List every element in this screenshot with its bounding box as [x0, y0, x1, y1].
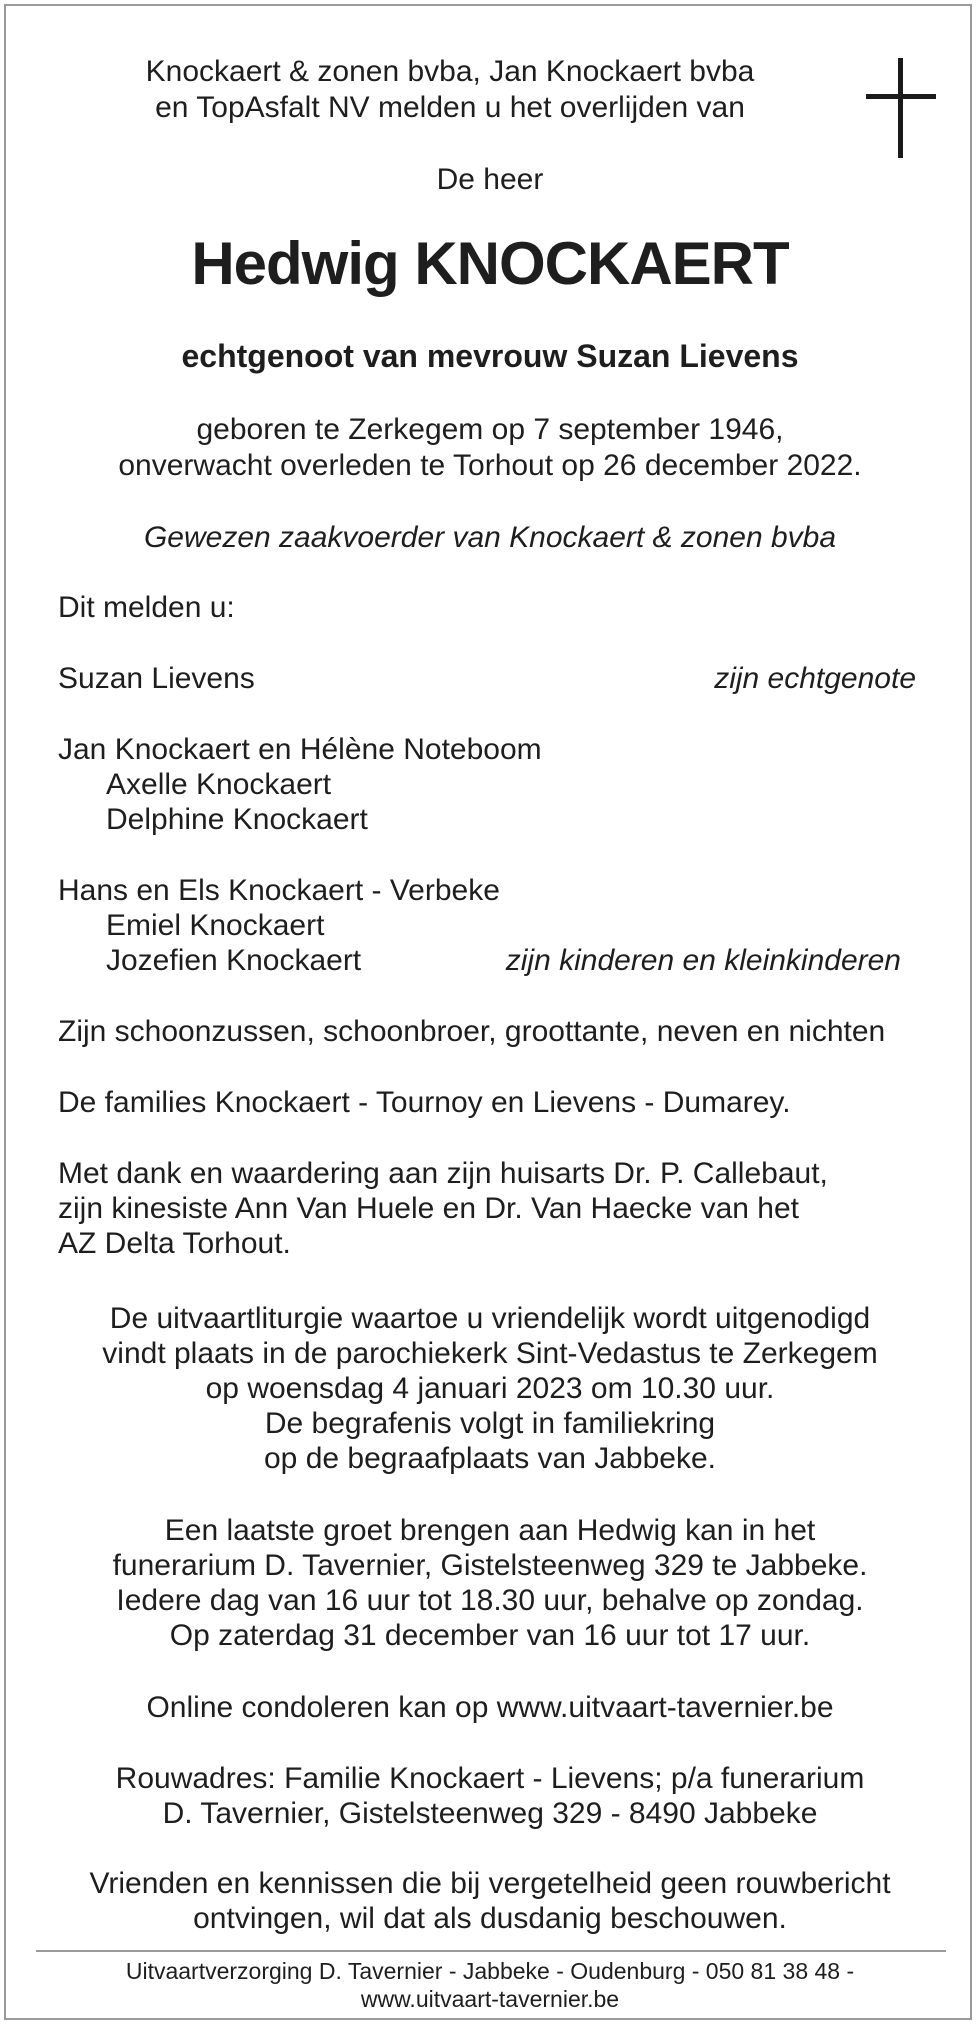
announcer-line-1: Knockaert & zonen bvba, Jan Knockaert bvba [145, 55, 755, 88]
condolence-line: Online condoleren kan op www.uitvaart-tavernier.be [146, 1691, 834, 1724]
death-line: onverwacht overleden te Torhout op 26 december 2022. [118, 449, 862, 482]
grandchild-2: Delphine Knockaert [106, 803, 368, 836]
salutation: De heer [436, 163, 544, 196]
thanks-line-2: zijn kinesiste Ann Van Huele en Dr. Van Haecke van het [58, 1192, 799, 1225]
families-line: De families Knockaert - Tournoy en Lievens - Dumarey. [58, 1086, 791, 1119]
child-1: Jan Knockaert en Hélène Noteboom [58, 733, 542, 766]
funeral-line-5: op de begraafplaats van Jabbeke. [263, 1442, 716, 1475]
funeral-line-4: De begrafenis volgt in familiekring [264, 1407, 716, 1440]
closing-line-2: ontvingen, wil dat als dusdanig beschouwen. [193, 1902, 787, 1935]
funeral-line-3: op woensdag 4 januari 2023 om 10.30 uur. [205, 1372, 775, 1405]
announcer-line-2: en TopAsfalt NV melden u het overlijden van [155, 91, 745, 124]
grandchild-4: Jozefien Knockaert [106, 944, 362, 977]
address-line-1: Rouwadres: Familie Knockaert - Lievens; p/a funerarium [115, 1762, 865, 1795]
funeral-line-1: De uitvaartliturgie waartoe u vriendelijk wordt uitgenodigd [109, 1302, 871, 1335]
children-relation: zijn kinderen en kleinkinderen [505, 944, 901, 977]
closing-line-1: Vrienden en kennissen die bij vergetelheid geen rouwbericht [89, 1867, 891, 1900]
address-line-2: D. Tavernier, Gistelsteenweg 329 - 8490 Jabbeke [162, 1797, 818, 1830]
visitation-line-1: Een laatste groet brengen aan Hedwig kan in het [164, 1514, 816, 1547]
visitation-line-3: Iedere dag van 16 uur tot 18.30 uur, behalve op zondag. [116, 1584, 864, 1617]
grandchild-3: Emiel Knockaert [106, 909, 325, 942]
footer-line-2: www.uitvaart-tavernier.be [360, 1986, 620, 2012]
other-relatives: Zijn schoonzussen, schoonbroer, groottante, neven en nichten [58, 1015, 886, 1048]
deceased-name: Hedwig KNOCKAERT [191, 230, 789, 297]
funeral-line-2: vindt plaats in de parochiekerk Sint-Vedastus te Zerkegem [102, 1337, 878, 1370]
footer-line-1: Uitvaartverzorging D. Tavernier - Jabbeke - Oudenburg - 050 81 38 48 - [125, 1958, 855, 1984]
visitation-line-2: funerarium D. Tavernier, Gistelsteenweg 329 te Jabbeke. [112, 1549, 868, 1582]
occupation-line: Gewezen zaakvoerder van Knockaert & zonen bvba [143, 521, 837, 554]
visitation-line-4: Op zaterdag 31 december van 16 uur tot 17 uur. [169, 1619, 811, 1652]
birth-line: geboren te Zerkegem op 7 september 1946, [196, 413, 784, 446]
thanks-line-3: AZ Delta Torhout. [58, 1227, 291, 1260]
spouse-line: echtgenoot van mevrouw Suzan Lievens [181, 338, 799, 374]
footer-divider [36, 1950, 946, 1952]
family-intro: Dit melden u: [58, 591, 235, 624]
thanks-line-1: Met dank en waardering aan zijn huisarts Dr. P. Callebaut, [58, 1157, 828, 1190]
grandchild-1: Axelle Knockaert [106, 768, 332, 801]
spouse-relation: zijn echtgenote [714, 662, 916, 695]
spouse-name: Suzan Lievens [58, 662, 255, 695]
child-2: Hans en Els Knockaert - Verbeke [58, 874, 500, 907]
